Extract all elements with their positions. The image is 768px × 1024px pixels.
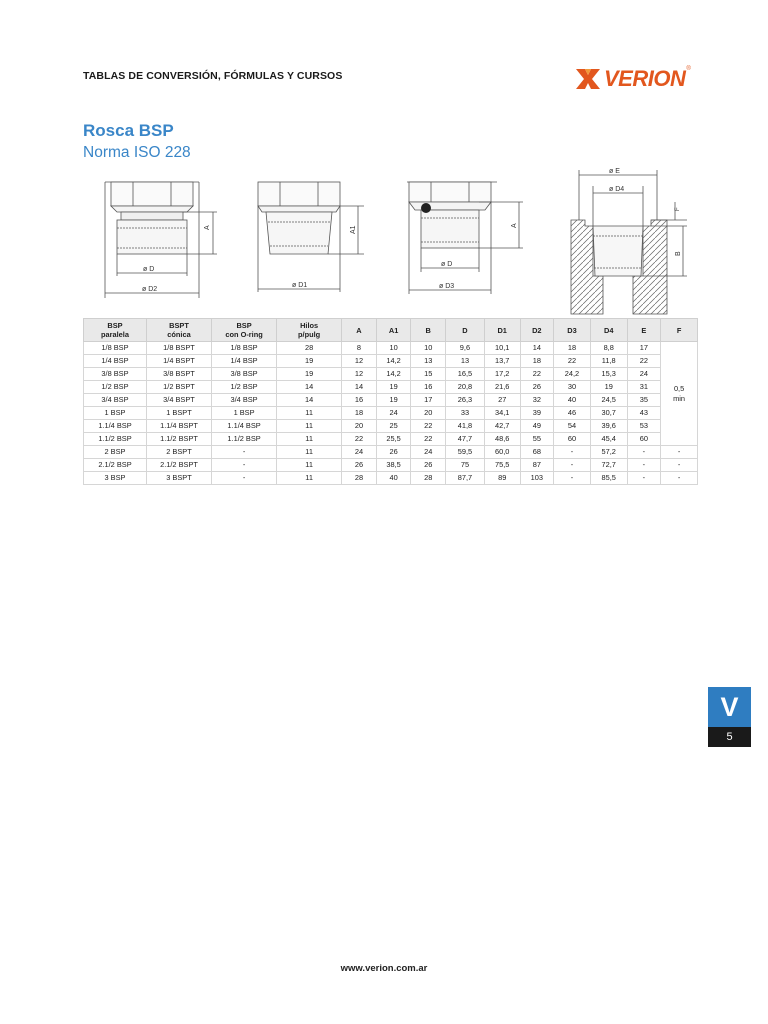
table-cell: 3/8 BSP [84, 368, 147, 381]
table-cell: 27 [484, 394, 520, 407]
table-row [84, 472, 698, 485]
table-cell: 1/8 BSP [212, 342, 277, 355]
dim-label-d1: ø D1 [292, 282, 308, 289]
table-cell: 25 [376, 420, 411, 433]
dim-label-e: ø E [609, 168, 620, 175]
oring-icon [421, 203, 431, 213]
dim-label-a: A [511, 223, 518, 228]
table-cell: 1.1/4 BSP [212, 420, 277, 433]
table-cell: 32 [520, 394, 554, 407]
table-cell: 75,5 [484, 459, 520, 472]
table-cell: 1/2 BSPT [146, 381, 211, 394]
table-cell: 89 [484, 472, 520, 485]
table-cell: 26 [520, 381, 554, 394]
table-cell: 72,7 [590, 459, 627, 472]
table-cell: 28 [277, 342, 342, 355]
table-cell: 17 [627, 342, 661, 355]
table-cell: 9,6 [446, 342, 485, 355]
table-cell: 19 [277, 368, 342, 381]
table-row [84, 420, 698, 433]
table-cell: 26 [342, 459, 377, 472]
table-cell: 47,7 [446, 433, 485, 446]
table-cell: 22 [411, 433, 446, 446]
drawing-bsp-parallel [95, 166, 225, 306]
table-cell: 49 [520, 420, 554, 433]
table-cell: 11 [277, 472, 342, 485]
table-cell: 1 BSP [212, 407, 277, 420]
table-cell: 19 [590, 381, 627, 394]
table-cell: 24 [342, 446, 377, 459]
table-cell: - [627, 446, 661, 459]
f-merged-cell [661, 342, 698, 446]
header-d: D [446, 319, 485, 342]
logo-mark-icon [576, 69, 600, 89]
dim-label-d4: ø D4 [609, 186, 625, 193]
table-cell: 12 [342, 355, 377, 368]
page-subtitle: Norma ISO 228 [83, 144, 191, 161]
table-cell: 34,1 [484, 407, 520, 420]
dim-label-b: B [675, 251, 682, 256]
table-cell: 3/8 BSP [212, 368, 277, 381]
table-row [84, 342, 698, 355]
table-header-row [84, 319, 698, 342]
table-cell: 19 [376, 394, 411, 407]
table-cell: 18 [342, 407, 377, 420]
table-cell: 21,6 [484, 381, 520, 394]
table-cell: - [212, 459, 277, 472]
table-row [84, 407, 698, 420]
header-d2: D2 [520, 319, 554, 342]
table-cell: 46 [554, 407, 591, 420]
table-cell: 19 [376, 381, 411, 394]
table-cell: 18 [554, 342, 591, 355]
table-cell: 87 [520, 459, 554, 472]
table-cell: 3 BSP [84, 472, 147, 485]
header-a: A [342, 319, 377, 342]
table-row [84, 433, 698, 446]
logo-registered-mark: ® [686, 66, 691, 72]
table-cell: 1.1/2 BSP [84, 433, 147, 446]
table-cell: 20 [342, 420, 377, 433]
table-cell: 31 [627, 381, 661, 394]
table-row [84, 459, 698, 472]
table-cell: 10,1 [484, 342, 520, 355]
footer-url: www.verion.com.ar [340, 963, 428, 974]
table-row [84, 355, 698, 368]
table-cell: 24,5 [590, 394, 627, 407]
table-cell: 20 [411, 407, 446, 420]
table-cell: 22 [627, 355, 661, 368]
table-cell: 28 [342, 472, 377, 485]
table-cell: 14 [277, 394, 342, 407]
table-cell: 24 [411, 446, 446, 459]
table-cell: 59,5 [446, 446, 485, 459]
table-cell: 8,8 [590, 342, 627, 355]
section-tab-letter: V [708, 687, 751, 727]
table-cell: 87,7 [446, 472, 485, 485]
table-cell: 26 [411, 459, 446, 472]
table-cell: 17 [411, 394, 446, 407]
dim-label-d: ø D [441, 261, 453, 268]
header-bsp-oring: BSP con O-ring [212, 319, 277, 342]
table-cell: 25,5 [376, 433, 411, 446]
table-cell: 45,4 [590, 433, 627, 446]
header-d3: D3 [554, 319, 591, 342]
table-cell: 3 BSPT [146, 472, 211, 485]
table-row [84, 368, 698, 381]
table-cell: 26,3 [446, 394, 485, 407]
table-cell: 48,6 [484, 433, 520, 446]
table-cell: 1/2 BSP [84, 381, 147, 394]
table-cell: 19 [277, 355, 342, 368]
dim-label-f: F [675, 207, 681, 211]
table-cell: 12 [342, 368, 377, 381]
table-cell: 2 BSP [84, 446, 147, 459]
table-cell: - [661, 459, 698, 472]
table-cell: 103 [520, 472, 554, 485]
section-tab [708, 687, 751, 747]
table-cell: 2.1/2 BSP [84, 459, 147, 472]
table-cell: 22 [342, 433, 377, 446]
drawing-bsp-oring [399, 166, 529, 306]
table-cell: 16 [411, 381, 446, 394]
table-cell: 38,5 [376, 459, 411, 472]
table-cell: 11 [277, 433, 342, 446]
table-cell: 1/8 BSPT [146, 342, 211, 355]
dim-label-a: A [204, 225, 211, 230]
table-cell: 39,6 [590, 420, 627, 433]
table-cell: 13 [446, 355, 485, 368]
header-e: E [627, 319, 661, 342]
table-cell: 11,8 [590, 355, 627, 368]
table-cell: 24,2 [554, 368, 591, 381]
table-cell: 16,5 [446, 368, 485, 381]
table-cell: 22 [520, 368, 554, 381]
table-cell: - [212, 446, 277, 459]
table-cell: 40 [554, 394, 591, 407]
section-header: TABLAS DE CONVERSIÓN, FÓRMULAS Y CURSOS [83, 70, 343, 82]
table-cell: 22 [554, 355, 591, 368]
header-d4: D4 [590, 319, 627, 342]
table-row [84, 446, 698, 459]
table-cell: 24 [376, 407, 411, 420]
table-cell: 55 [520, 433, 554, 446]
table-cell: 1.1/4 BSPT [146, 420, 211, 433]
table-cell: 1.1/4 BSP [84, 420, 147, 433]
table-cell: - [627, 472, 661, 485]
table-cell: 13 [411, 355, 446, 368]
dim-label-a1: A1 [350, 225, 357, 234]
table-row [84, 381, 698, 394]
table-cell: 54 [554, 420, 591, 433]
table-cell: 26 [376, 446, 411, 459]
table-cell: 15,3 [590, 368, 627, 381]
header-f: F [661, 319, 698, 342]
table-cell: 3/8 BSPT [146, 368, 211, 381]
table-cell: 8 [342, 342, 377, 355]
table-cell: 11 [277, 446, 342, 459]
table-cell: - [661, 472, 698, 485]
table-cell: 1/4 BSPT [146, 355, 211, 368]
table-cell: 1/8 BSP [84, 342, 147, 355]
table-cell: 1 BSPT [146, 407, 211, 420]
table-cell: 33 [446, 407, 485, 420]
drawing-port-section [565, 166, 695, 316]
table-cell: 22 [411, 420, 446, 433]
table-cell: 2.1/2 BSPT [146, 459, 211, 472]
page-title: Rosca BSP [83, 121, 174, 140]
table-cell: 3/4 BSPT [146, 394, 211, 407]
table-cell: 30 [554, 381, 591, 394]
header-hilos: Hilos p/pulg [277, 319, 342, 342]
table-cell: 42,7 [484, 420, 520, 433]
table-cell: - [212, 472, 277, 485]
table-cell: 75 [446, 459, 485, 472]
table-cell: - [661, 446, 698, 459]
table-cell: 1.1/2 BSP [212, 433, 277, 446]
table-cell: 16 [342, 394, 377, 407]
table-cell: 13,7 [484, 355, 520, 368]
dim-label-d2: ø D2 [142, 286, 158, 293]
header-a1: A1 [376, 319, 411, 342]
table-cell: 3/4 BSP [84, 394, 147, 407]
table-cell: 10 [411, 342, 446, 355]
table-cell: 85,5 [590, 472, 627, 485]
table-cell: - [554, 446, 591, 459]
logo-text: VERION [604, 66, 686, 91]
table-cell: - [554, 459, 591, 472]
f-unit: min [673, 393, 686, 403]
table-cell: 43 [627, 407, 661, 420]
table-cell: - [627, 459, 661, 472]
table-cell: 11 [277, 407, 342, 420]
header-bsp-paralela: BSP paralela [84, 319, 147, 342]
header-d1: D1 [484, 319, 520, 342]
table-cell: 14 [277, 381, 342, 394]
table-cell: 10 [376, 342, 411, 355]
table-cell: 30,7 [590, 407, 627, 420]
table-cell: 60 [627, 433, 661, 446]
table-cell: 39 [520, 407, 554, 420]
table-cell: 35 [627, 394, 661, 407]
table-cell: 3/4 BSP [212, 394, 277, 407]
table-cell: 14,2 [376, 355, 411, 368]
dim-label-d: ø D [143, 266, 155, 273]
drawing-bspt-taper [242, 166, 372, 306]
table-cell: 28 [411, 472, 446, 485]
bsp-thread-table [83, 318, 698, 485]
table-cell: 11 [277, 420, 342, 433]
table-cell: 53 [627, 420, 661, 433]
table-cell: 20,8 [446, 381, 485, 394]
table-cell: 1/4 BSP [84, 355, 147, 368]
table-cell: 60,0 [484, 446, 520, 459]
table-cell: 14,2 [376, 368, 411, 381]
dim-label-d3: ø D3 [439, 283, 455, 290]
table-cell: 24 [627, 368, 661, 381]
table-cell: - [554, 472, 591, 485]
table-cell: 1 BSP [84, 407, 147, 420]
table-cell: 17,2 [484, 368, 520, 381]
table-cell: 2 BSPT [146, 446, 211, 459]
table-cell: 1/4 BSP [212, 355, 277, 368]
table-cell: 41,8 [446, 420, 485, 433]
f-value: 0,5 [673, 383, 685, 393]
verion-logo [576, 66, 691, 92]
table-cell: 18 [520, 355, 554, 368]
table-cell: 57,2 [590, 446, 627, 459]
page-number: 5 [708, 727, 751, 747]
table-cell: 15 [411, 368, 446, 381]
table-cell: 11 [277, 459, 342, 472]
table-cell: 68 [520, 446, 554, 459]
table-cell: 60 [554, 433, 591, 446]
table-cell: 14 [520, 342, 554, 355]
table-cell: 14 [342, 381, 377, 394]
table-cell: 1/2 BSP [212, 381, 277, 394]
table-row [84, 394, 698, 407]
table-cell: 1.1/2 BSPT [146, 433, 211, 446]
header-b: B [411, 319, 446, 342]
table-cell: 40 [376, 472, 411, 485]
header-bspt-conica: BSPT cónica [146, 319, 211, 342]
